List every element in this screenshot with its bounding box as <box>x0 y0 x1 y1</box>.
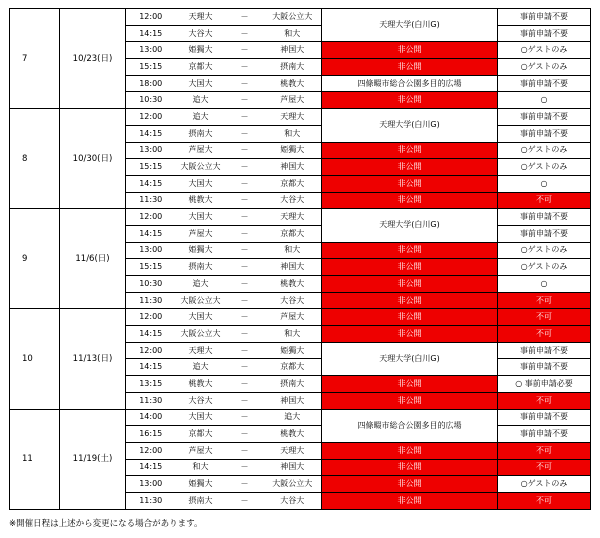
spectator-note: 事前申請不要 <box>498 359 591 376</box>
versus-dash: － <box>226 409 264 426</box>
venue: 天理大学(白川G) <box>322 209 498 242</box>
venue: 非公開 <box>322 142 498 159</box>
away-team: 神国大 <box>264 42 322 59</box>
away-team: 神国大 <box>264 159 322 176</box>
spectator-note: ○ゲストのみ <box>498 242 591 259</box>
spectator-note: 事前申請不要 <box>498 342 591 359</box>
home-team: 追大 <box>176 276 226 293</box>
versus-dash: － <box>226 392 264 409</box>
venue: 非公開 <box>322 459 498 476</box>
match-date: 11/19(土) <box>60 409 126 509</box>
venue: 四條畷市総合公園多目的広場 <box>322 75 498 92</box>
kickoff-time: 10:30 <box>126 276 176 293</box>
versus-dash: － <box>226 326 264 343</box>
home-team: 大谷大 <box>176 25 226 42</box>
home-team: 京都大 <box>176 59 226 76</box>
spectator-note: 事前申請不要 <box>498 225 591 242</box>
home-team: 追大 <box>176 109 226 126</box>
kickoff-time: 12:00 <box>126 209 176 226</box>
kickoff-time: 11:30 <box>126 392 176 409</box>
kickoff-time: 12:00 <box>126 109 176 126</box>
spectator-note: 不可 <box>498 326 591 343</box>
match-date: 11/13(日) <box>60 309 126 409</box>
versus-dash: － <box>226 59 264 76</box>
home-team: 京都大 <box>176 426 226 443</box>
home-team: 芦屋大 <box>176 225 226 242</box>
away-team: 天理大 <box>264 109 322 126</box>
versus-dash: － <box>226 259 264 276</box>
away-team: 桃教大 <box>264 426 322 443</box>
away-team: 和大 <box>264 25 322 42</box>
match-row <box>10 109 591 126</box>
versus-dash: － <box>226 242 264 259</box>
spectator-note: 事前申請不要 <box>498 109 591 126</box>
home-team: 大国大 <box>176 209 226 226</box>
versus-dash: － <box>226 125 264 142</box>
kickoff-time: 14:00 <box>126 409 176 426</box>
versus-dash: － <box>226 9 264 26</box>
venue: 非公開 <box>322 42 498 59</box>
spectator-note: ○ゲストのみ <box>498 259 591 276</box>
versus-dash: － <box>226 459 264 476</box>
versus-dash: － <box>226 175 264 192</box>
kickoff-time: 12:00 <box>126 309 176 326</box>
away-team: 天理大 <box>264 442 322 459</box>
versus-dash: － <box>226 492 264 509</box>
versus-dash: － <box>226 359 264 376</box>
kickoff-time: 13:00 <box>126 242 176 259</box>
home-team: 姫獨大 <box>176 242 226 259</box>
spectator-note: 事前申請不要 <box>498 9 591 26</box>
kickoff-time: 13:00 <box>126 42 176 59</box>
kickoff-time: 11:30 <box>126 492 176 509</box>
away-team: 桃教大 <box>264 75 322 92</box>
away-team: 神国大 <box>264 259 322 276</box>
away-team: 芦屋大 <box>264 309 322 326</box>
venue: 非公開 <box>322 376 498 393</box>
kickoff-time: 11:30 <box>126 292 176 309</box>
away-team: 追大 <box>264 409 322 426</box>
away-team: 天理大 <box>264 209 322 226</box>
home-team: 摂南大 <box>176 492 226 509</box>
kickoff-time: 13:00 <box>126 142 176 159</box>
home-team: 大国大 <box>176 175 226 192</box>
home-team: 桃教大 <box>176 192 226 209</box>
kickoff-time: 14:15 <box>126 326 176 343</box>
kickoff-time: 11:30 <box>126 192 176 209</box>
home-team: 大国大 <box>176 75 226 92</box>
round-number: 7 <box>10 9 60 109</box>
spectator-note: ○ <box>498 92 591 109</box>
spectator-note: 事前申請不要 <box>498 25 591 42</box>
spectator-note: ○ 事前申請必要 <box>498 376 591 393</box>
away-team: 神国大 <box>264 459 322 476</box>
home-team: 桃教大 <box>176 376 226 393</box>
venue: 非公開 <box>322 476 498 493</box>
away-team: 大谷大 <box>264 192 322 209</box>
match-row <box>10 9 591 26</box>
venue: 四條畷市総合公園多目的広場 <box>322 409 498 442</box>
kickoff-time: 12:00 <box>126 342 176 359</box>
home-team: 大国大 <box>176 309 226 326</box>
away-team: 大阪公立大 <box>264 476 322 493</box>
kickoff-time: 14:15 <box>126 125 176 142</box>
kickoff-time: 14:15 <box>126 359 176 376</box>
away-team: 摂南大 <box>264 59 322 76</box>
venue: 非公開 <box>322 92 498 109</box>
away-team: 京都大 <box>264 175 322 192</box>
home-team: 姫獨大 <box>176 476 226 493</box>
match-row <box>10 409 591 426</box>
venue: 非公開 <box>322 59 498 76</box>
kickoff-time: 16:15 <box>126 426 176 443</box>
home-team: 追大 <box>176 359 226 376</box>
venue: 非公開 <box>322 326 498 343</box>
away-team: 和大 <box>264 326 322 343</box>
spectator-note: 不可 <box>498 392 591 409</box>
away-team: 大谷大 <box>264 492 322 509</box>
spectator-note: 不可 <box>498 192 591 209</box>
versus-dash: － <box>226 426 264 443</box>
home-team: 摂南大 <box>176 125 226 142</box>
versus-dash: － <box>226 142 264 159</box>
venue: 天理大学(白川G) <box>322 109 498 142</box>
venue: 非公開 <box>322 392 498 409</box>
venue: 非公開 <box>322 192 498 209</box>
home-team: 天理大 <box>176 342 226 359</box>
versus-dash: － <box>226 192 264 209</box>
venue: 非公開 <box>322 276 498 293</box>
versus-dash: － <box>226 75 264 92</box>
match-date: 11/6(日) <box>60 209 126 309</box>
home-team: 姫獨大 <box>176 42 226 59</box>
kickoff-time: 14:15 <box>126 175 176 192</box>
kickoff-time: 10:30 <box>126 92 176 109</box>
kickoff-time: 18:00 <box>126 75 176 92</box>
match-date: 10/23(日) <box>60 9 126 109</box>
versus-dash: － <box>226 159 264 176</box>
away-team: 神国大 <box>264 392 322 409</box>
away-team: 和大 <box>264 242 322 259</box>
spectator-note: 事前申請不要 <box>498 125 591 142</box>
spectator-note: 不可 <box>498 492 591 509</box>
away-team: 大谷大 <box>264 292 322 309</box>
versus-dash: － <box>226 376 264 393</box>
spectator-note: 事前申請不要 <box>498 409 591 426</box>
home-team: 追大 <box>176 92 226 109</box>
home-team: 大国大 <box>176 409 226 426</box>
versus-dash: － <box>226 42 264 59</box>
home-team: 大阪公立大 <box>176 292 226 309</box>
kickoff-time: 14:15 <box>126 25 176 42</box>
round-number: 8 <box>10 109 60 209</box>
kickoff-time: 15:15 <box>126 59 176 76</box>
kickoff-time: 15:15 <box>126 259 176 276</box>
spectator-note: ○ゲストのみ <box>498 159 591 176</box>
versus-dash: － <box>226 209 264 226</box>
away-team: 京都大 <box>264 359 322 376</box>
away-team: 姫獨大 <box>264 142 322 159</box>
venue: 天理大学(白川G) <box>322 342 498 375</box>
home-team: 大阪公立大 <box>176 159 226 176</box>
home-team: 芦屋大 <box>176 442 226 459</box>
away-team: 大阪公立大 <box>264 9 322 26</box>
versus-dash: － <box>226 476 264 493</box>
venue: 非公開 <box>322 292 498 309</box>
venue: 非公開 <box>322 175 498 192</box>
home-team: 大阪公立大 <box>176 326 226 343</box>
match-row <box>10 309 591 326</box>
away-team: 摂南大 <box>264 376 322 393</box>
kickoff-time: 15:15 <box>126 159 176 176</box>
kickoff-time: 13:15 <box>126 376 176 393</box>
versus-dash: － <box>226 225 264 242</box>
venue: 非公開 <box>322 309 498 326</box>
spectator-note: 不可 <box>498 292 591 309</box>
spectator-note: 不可 <box>498 442 591 459</box>
schedule-body <box>10 9 591 510</box>
spectator-note: 不可 <box>498 309 591 326</box>
spectator-note: ○ゲストのみ <box>498 142 591 159</box>
venue: 非公開 <box>322 259 498 276</box>
round-number: 9 <box>10 209 60 309</box>
spectator-note: 事前申請不要 <box>498 209 591 226</box>
match-row <box>10 209 591 226</box>
versus-dash: － <box>226 292 264 309</box>
kickoff-time: 13:00 <box>126 476 176 493</box>
away-team: 京都大 <box>264 225 322 242</box>
round-number: 10 <box>10 309 60 409</box>
schedule-footnote: ※開催日程は上述から変更になる場合があります。 <box>9 519 203 529</box>
versus-dash: － <box>226 342 264 359</box>
versus-dash: － <box>226 309 264 326</box>
kickoff-time: 12:00 <box>126 442 176 459</box>
venue: 非公開 <box>322 242 498 259</box>
versus-dash: － <box>226 442 264 459</box>
venue: 非公開 <box>322 159 498 176</box>
schedule-table <box>9 8 591 510</box>
spectator-note: 事前申請不要 <box>498 426 591 443</box>
home-team: 天理大 <box>176 9 226 26</box>
versus-dash: － <box>226 25 264 42</box>
away-team: 和大 <box>264 125 322 142</box>
away-team: 桃教大 <box>264 276 322 293</box>
spectator-note: 事前申請不要 <box>498 75 591 92</box>
home-team: 芦屋大 <box>176 142 226 159</box>
away-team: 姫獨大 <box>264 342 322 359</box>
versus-dash: － <box>226 109 264 126</box>
away-team: 芦屋大 <box>264 92 322 109</box>
versus-dash: － <box>226 276 264 293</box>
venue: 非公開 <box>322 442 498 459</box>
home-team: 摂南大 <box>176 259 226 276</box>
kickoff-time: 12:00 <box>126 9 176 26</box>
spectator-note: ○ <box>498 276 591 293</box>
home-team: 和大 <box>176 459 226 476</box>
venue: 天理大学(白川G) <box>322 9 498 42</box>
versus-dash: － <box>226 92 264 109</box>
venue: 非公開 <box>322 492 498 509</box>
spectator-note: 不可 <box>498 459 591 476</box>
spectator-note: ○ゲストのみ <box>498 42 591 59</box>
spectator-note: ○ゲストのみ <box>498 476 591 493</box>
match-date: 10/30(日) <box>60 109 126 209</box>
home-team: 大谷大 <box>176 392 226 409</box>
kickoff-time: 14:15 <box>126 459 176 476</box>
spectator-note: ○ゲストのみ <box>498 59 591 76</box>
round-number: 11 <box>10 409 60 509</box>
kickoff-time: 14:15 <box>126 225 176 242</box>
spectator-note: ○ <box>498 175 591 192</box>
